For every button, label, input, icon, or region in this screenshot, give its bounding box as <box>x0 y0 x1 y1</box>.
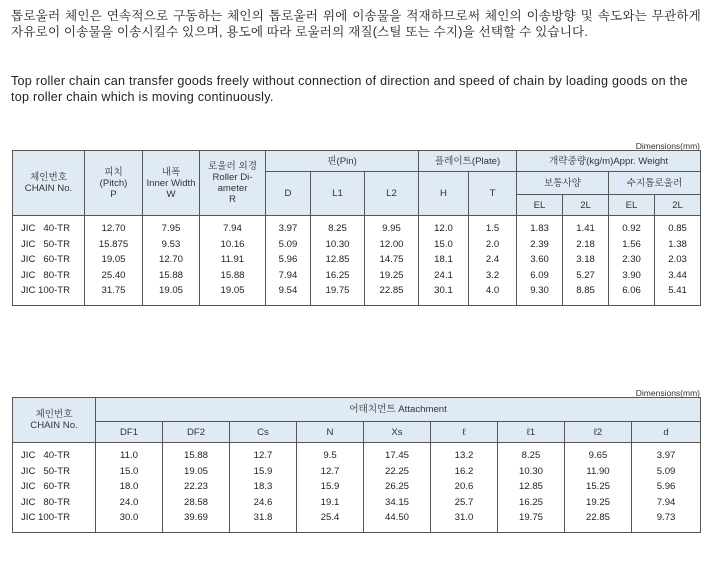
header-inner-width: 내폭 Inner Width W <box>143 151 200 216</box>
cell: 22.23 <box>163 479 230 495</box>
cell-chain-no: JIC 100-TR <box>13 283 85 305</box>
header-l2: ℓ2 <box>565 422 632 443</box>
cell: 0.92 <box>609 216 655 237</box>
cell: 1.41 <box>563 216 609 237</box>
header-pin-l1: L1 <box>311 172 365 216</box>
header-l: ℓ <box>431 422 498 443</box>
header-pin: 핀(Pin) <box>266 151 419 172</box>
cell: 12.85 <box>498 479 565 495</box>
dimensions-label-1: Dimensions(mm) <box>635 141 700 151</box>
cell-chain-no: JIC 80-TR <box>13 268 85 284</box>
cell: 19.1 <box>297 495 364 511</box>
cell: 13.2 <box>431 443 498 464</box>
cell: 25.40 <box>85 268 143 284</box>
cell: 18.0 <box>96 479 163 495</box>
cell: 2.4 <box>469 252 517 268</box>
cell: 30.0 <box>96 510 163 532</box>
cell: 11.91 <box>200 252 266 268</box>
header-plate-h: H <box>419 172 469 216</box>
cell: 2.30 <box>609 252 655 268</box>
cell: 22.25 <box>364 464 431 480</box>
cell: 12.70 <box>143 252 200 268</box>
cell: 12.7 <box>230 443 297 464</box>
cell: 6.06 <box>609 283 655 305</box>
cell-chain-no: JIC 40-TR <box>13 443 96 464</box>
cell: 5.41 <box>655 283 701 305</box>
cell-chain-no: JIC 100-TR <box>13 510 96 532</box>
cell: 18.3 <box>230 479 297 495</box>
cell: 16.25 <box>311 268 365 284</box>
header-roller-diameter: 로울러 외경 Roller Di- ameter R <box>200 151 266 216</box>
cell: 24.6 <box>230 495 297 511</box>
cell: 28.58 <box>163 495 230 511</box>
cell: 34.15 <box>364 495 431 511</box>
cell: 25.4 <box>297 510 364 532</box>
table-row <box>13 283 701 305</box>
dimensions-label-2: Dimensions(mm) <box>635 388 700 398</box>
cell: 3.97 <box>632 443 701 464</box>
table-row <box>13 443 701 464</box>
cell: 7.94 <box>632 495 701 511</box>
cell: 15.9 <box>297 479 364 495</box>
cell: 18.1 <box>419 252 469 268</box>
cell: 9.54 <box>266 283 311 305</box>
cell: 19.05 <box>163 464 230 480</box>
cell: 3.44 <box>655 268 701 284</box>
cell: 16.25 <box>498 495 565 511</box>
cell: 30.1 <box>419 283 469 305</box>
cell: 9.5 <box>297 443 364 464</box>
table-row <box>13 464 701 480</box>
header-d: d <box>632 422 701 443</box>
cell: 19.05 <box>200 283 266 305</box>
cell-chain-no: JIC 60-TR <box>13 479 96 495</box>
cell: 19.25 <box>565 495 632 511</box>
cell: 10.16 <box>200 237 266 253</box>
table-row <box>13 237 701 253</box>
table-row <box>13 252 701 268</box>
cell: 31.8 <box>230 510 297 532</box>
cell: 22.85 <box>365 283 419 305</box>
cell: 25.7 <box>431 495 498 511</box>
cell-chain-no: JIC 50-TR <box>13 464 96 480</box>
cell: 5.96 <box>266 252 311 268</box>
header-df1: DF1 <box>96 422 163 443</box>
table-row <box>13 495 701 511</box>
attachment-dimensions-table <box>12 397 701 533</box>
header-resin-roller: 수지톱로울러 <box>609 172 701 195</box>
header-n: N <box>297 422 364 443</box>
cell: 2.18 <box>563 237 609 253</box>
cell: 11.0 <box>96 443 163 464</box>
cell-chain-no: JIC 60-TR <box>13 252 85 268</box>
cell: 16.2 <box>431 464 498 480</box>
cell: 17.45 <box>364 443 431 464</box>
header-cs: Cs <box>230 422 297 443</box>
cell: 4.0 <box>469 283 517 305</box>
cell: 9.73 <box>632 510 701 532</box>
header-xs: Xs <box>364 422 431 443</box>
cell: 26.25 <box>364 479 431 495</box>
cell: 2.03 <box>655 252 701 268</box>
cell: 10.30 <box>311 237 365 253</box>
cell: 20.6 <box>431 479 498 495</box>
cell: 8.25 <box>498 443 565 464</box>
cell: 12.70 <box>85 216 143 237</box>
header-df2: DF2 <box>163 422 230 443</box>
cell: 31.0 <box>431 510 498 532</box>
cell-chain-no: JIC 50-TR <box>13 237 85 253</box>
cell: 9.65 <box>565 443 632 464</box>
cell: 24.1 <box>419 268 469 284</box>
cell: 15.9 <box>230 464 297 480</box>
cell: 9.95 <box>365 216 419 237</box>
header-standard-2l: 2L <box>563 195 609 216</box>
chain-dimensions-table <box>12 150 701 306</box>
header-plate-t: T <box>469 172 517 216</box>
cell: 10.30 <box>498 464 565 480</box>
cell: 8.25 <box>311 216 365 237</box>
cell: 19.75 <box>311 283 365 305</box>
cell: 15.88 <box>163 443 230 464</box>
cell: 11.90 <box>565 464 632 480</box>
cell: 1.38 <box>655 237 701 253</box>
cell: 12.85 <box>311 252 365 268</box>
header-chain-no: 체인번호 CHAIN No. <box>13 398 96 443</box>
cell: 12.00 <box>365 237 419 253</box>
intro-english: Top roller chain can transfer goods freely without connection of direction and speed of chain by loading goods on the top roller chain which is moving continuously. <box>11 74 688 104</box>
cell: 5.09 <box>632 464 701 480</box>
cell: 12.7 <box>297 464 364 480</box>
table-row <box>13 216 701 237</box>
table-row <box>13 510 701 532</box>
table-row <box>13 268 701 284</box>
cell: 44.50 <box>364 510 431 532</box>
cell: 3.18 <box>563 252 609 268</box>
header-standard-el: EL <box>517 195 563 216</box>
cell: 12.0 <box>419 216 469 237</box>
cell-chain-no: JIC 40-TR <box>13 216 85 237</box>
cell: 15.25 <box>565 479 632 495</box>
cell: 9.53 <box>143 237 200 253</box>
cell: 19.05 <box>143 283 200 305</box>
table-row <box>13 479 701 495</box>
cell: 3.60 <box>517 252 563 268</box>
header-standard: 보통사양 <box>517 172 609 195</box>
intro-korean: 톱로울러 체인은 연속적으로 구동하는 체인의 톱로울러 위에 이송물을 적재하므로써 체인의 이송방향 및 속도와는 무관하게 자유로이 이송물을 이송시킬수 있으며, 용도에 따라 로울러의 재질(스틸 또는 수지)을 선택할 수 있습니다. <box>11 9 701 39</box>
cell: 5.96 <box>632 479 701 495</box>
cell: 22.85 <box>565 510 632 532</box>
header-plate: 플레이트(Plate) <box>419 151 517 172</box>
cell: 31.75 <box>85 283 143 305</box>
cell: 15.88 <box>143 268 200 284</box>
cell: 3.97 <box>266 216 311 237</box>
cell: 19.75 <box>498 510 565 532</box>
header-pitch: 피치 (Pitch) P <box>85 151 143 216</box>
cell: 2.39 <box>517 237 563 253</box>
header-l1: ℓ1 <box>498 422 565 443</box>
cell: 3.90 <box>609 268 655 284</box>
cell: 14.75 <box>365 252 419 268</box>
cell: 2.0 <box>469 237 517 253</box>
cell: 1.83 <box>517 216 563 237</box>
cell: 19.25 <box>365 268 419 284</box>
cell: 8.85 <box>563 283 609 305</box>
cell: 15.0 <box>96 464 163 480</box>
cell: 5.09 <box>266 237 311 253</box>
cell: 0.85 <box>655 216 701 237</box>
cell-chain-no: JIC 80-TR <box>13 495 96 511</box>
cell: 7.94 <box>266 268 311 284</box>
cell: 15.875 <box>85 237 143 253</box>
header-weight: 개략중량(kg/m)Appr. Weight <box>517 151 701 172</box>
header-attachment: 어태치먼트 Attachment <box>96 398 701 422</box>
header-pin-l2: L2 <box>365 172 419 216</box>
cell: 3.2 <box>469 268 517 284</box>
cell: 7.94 <box>200 216 266 237</box>
header-chain-no: 체인번호 CHAIN No. <box>13 151 85 216</box>
header-resin-el: EL <box>609 195 655 216</box>
cell: 24.0 <box>96 495 163 511</box>
cell: 15.88 <box>200 268 266 284</box>
cell: 7.95 <box>143 216 200 237</box>
cell: 6.09 <box>517 268 563 284</box>
header-resin-2l: 2L <box>655 195 701 216</box>
cell: 1.56 <box>609 237 655 253</box>
header-pin-d: D <box>266 172 311 216</box>
cell: 15.0 <box>419 237 469 253</box>
cell: 39.69 <box>163 510 230 532</box>
cell: 9.30 <box>517 283 563 305</box>
cell: 5.27 <box>563 268 609 284</box>
cell: 19.05 <box>85 252 143 268</box>
cell: 1.5 <box>469 216 517 237</box>
